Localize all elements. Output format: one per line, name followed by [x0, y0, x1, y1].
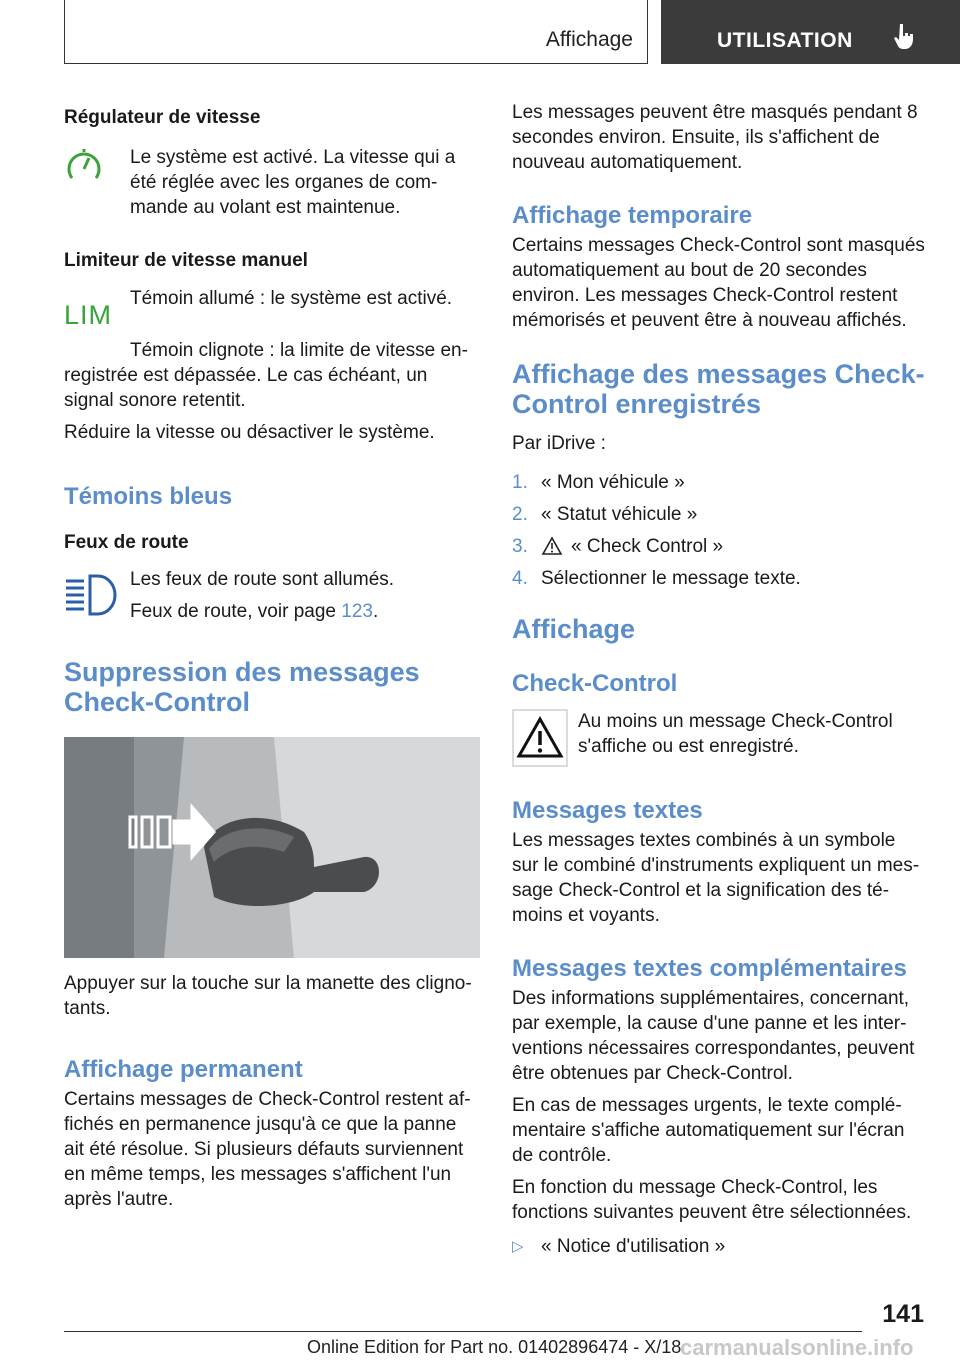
limiter-row: [64, 286, 480, 331]
cruise-icon-box: [64, 145, 130, 220]
step-1: [512, 470, 926, 495]
stored-heading: Affichage des messages Check-Control enregistrés: [512, 359, 925, 419]
limiter-title: Limiteur de vitesse manuel: [64, 250, 308, 271]
limiter-icon-box: [64, 286, 130, 331]
stored-intro: Par iDrive :: [512, 433, 606, 454]
step-text: Sélectionner le message texte.: [541, 568, 801, 589]
supplementary-text-2: En cas de messages urgents, le texte complémentaire s'affiche automatiquement sur l'écran de contrôle.: [512, 1095, 905, 1166]
step-text: « Check Control »: [571, 536, 724, 557]
check-control-text: Au moins un message Check-Control s'affiche ou est enregistré.: [578, 711, 893, 757]
watermark: carmanualsonline.info: [680, 1335, 914, 1360]
step-2: [512, 502, 926, 527]
header-section-box: [64, 0, 648, 64]
step-text: « Statut véhicule »: [541, 504, 698, 525]
step-number: 3.: [512, 536, 528, 557]
stalk-caption: Appuyer sur la touche sur la manette des clignotants.: [64, 973, 472, 1019]
supplementary-text-3: En fonction du message Check-Control, les fonctions suivantes peuvent être sélectionnées.: [512, 1177, 912, 1223]
warning-triangle-icon: [512, 709, 568, 767]
limiter-text-block: [130, 286, 480, 331]
speedometer-icon: [64, 148, 104, 188]
intro-text: Les messages peuvent être masqués pendant 8 secondes environ. Ensuite, ils s'affichent de nouveau automatiquement.: [512, 102, 918, 173]
left-column: [64, 100, 480, 1212]
temporary-heading: Affichage temporaire: [512, 202, 753, 229]
supplementary-text-1: Des informations supplémentaires, concernant, par exemple, la cause d'une panne et les interventions nécessaires correspondantes, peuvent être obtenues par Check-Control.: [512, 988, 915, 1084]
step-number: 2.: [512, 504, 528, 525]
permanent-heading: Affichage permanent: [64, 1056, 303, 1083]
step-number: 4.: [512, 568, 528, 589]
bullet-text: « Notice d'utilisation »: [541, 1236, 726, 1257]
check-control-icon-box: [512, 709, 578, 772]
check-control-heading: Check-Control: [512, 670, 678, 697]
stalk-illustration: [64, 737, 480, 958]
header-section-title: Affichage: [545, 28, 633, 51]
suppress-heading: Suppression des messages Check-Control: [64, 657, 420, 717]
header-chapter-box: [661, 0, 960, 64]
cruise-row: [64, 145, 480, 220]
warning-triangle-small-icon: [541, 536, 563, 556]
idrive-steps: [512, 470, 926, 591]
limiter-text-2: Témoin clignote : la limite de vitesse enregistrée est dépassée. Le cas échéant, un signal sonore retentit.: [64, 340, 468, 411]
step-3: [512, 534, 926, 559]
supplementary-heading: Messages textes complémentaires: [512, 955, 907, 982]
lim-indicator-icon: LIM: [64, 300, 113, 330]
bullet-list-item: [512, 1234, 926, 1259]
text-messages-text: Les messages textes combinés à un symbole sur le combiné d'instruments expliquent un message Check-Control et la signification des témoins et voyants.: [512, 830, 920, 926]
turn-signal-stalk-photo: [64, 737, 480, 958]
bullet-marker: ▷: [512, 1238, 524, 1255]
footer-divider: [64, 1331, 862, 1332]
pointing-hand-icon: [893, 22, 917, 52]
cruise-title: Régulateur de vitesse: [64, 107, 261, 128]
limiter-text-1: Témoin allumé : le système est activé.: [130, 288, 453, 309]
step-text: « Mon véhicule »: [541, 472, 685, 493]
permanent-text: Certains messages de Check-Control restent affichés en permanence jusqu'à ce que la panne ait été résolue. Si plusieurs défauts surviennent en même temps, les messages s'affichent l'un après l'autre.: [64, 1089, 471, 1210]
temporary-text: Certains messages Check-Control sont masqués automatiquement au bout de 20 secondes environ. Les messages Check-Control restent mémorisés et peuvent être à nouveau affichés.: [512, 235, 925, 331]
cruise-text: Le système est activé. La vitesse qui a été réglée avec les organes de commande au volant est maintenue.: [130, 147, 456, 218]
right-column: [512, 100, 926, 1259]
high-beam-text-2: [130, 599, 480, 624]
step-number: 1.: [512, 472, 528, 493]
limiter-text-3: Réduire la vitesse ou désactiver le système.: [64, 422, 435, 443]
high-beam-ref-suffix: .: [372, 601, 379, 622]
high-beam-text-1: Les feux de route sont allumés.: [130, 569, 395, 590]
blue-indicators-heading: Témoins bleus: [64, 483, 233, 510]
edition-text: Online Edition for Part no. 01402896474 - X/18: [307, 1337, 682, 1357]
high-beam-icon-box: [64, 567, 130, 624]
text-messages-heading: Messages textes: [512, 797, 703, 824]
high-beam-row: [64, 567, 480, 624]
display-heading: Affichage: [512, 614, 636, 644]
high-beam-title: Feux de route: [64, 532, 189, 553]
high-beam-text-block: [130, 567, 480, 624]
page-number: 141: [882, 1300, 924, 1328]
header-chapter-title: UTILISATION: [717, 29, 853, 52]
high-beam-ref-prefix: Feux de route, voir page: [130, 601, 342, 622]
page-link-123[interactable]: 123: [341, 601, 373, 622]
step-4: [512, 566, 926, 591]
high-beam-icon: [64, 571, 118, 617]
check-control-row: [512, 709, 926, 772]
